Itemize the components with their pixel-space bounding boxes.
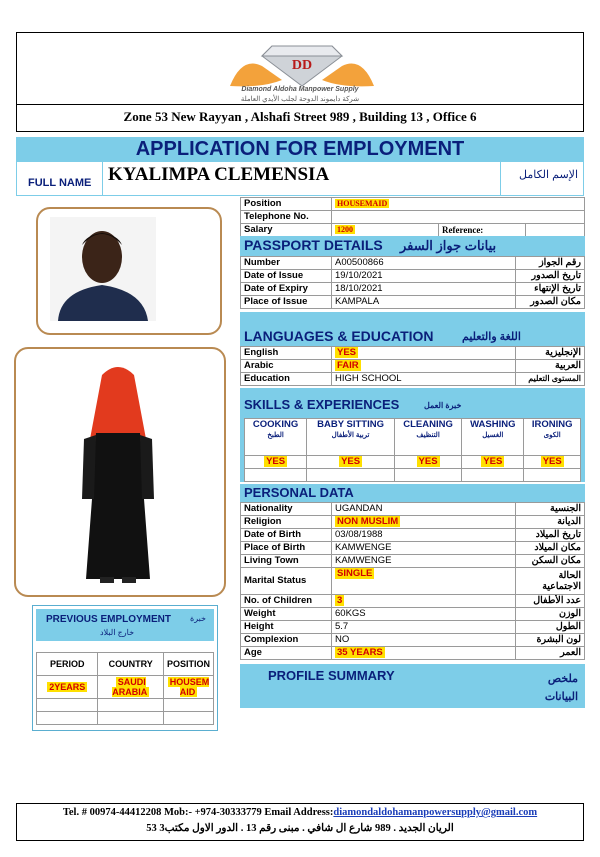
issue-date-label-ar: تاريخ الصدور [516,270,585,283]
issue-place-label: Place of Issue [241,296,332,309]
full-name-value: KYALIMPA CLEMENSIA [108,164,330,185]
profile-summary-title-ar: ملخص البيانات [544,673,578,703]
languages-title-ar: اللغة والتعليم [462,331,521,343]
company-name-en: Diamond Aldoha Manpower Supply [241,86,359,93]
page-title: APPLICATION FOR EMPLOYMENT [135,138,465,160]
skill-washing: WASHING الغسيل [462,419,524,456]
passport-title: PASSPORT DETAILS [244,237,383,253]
children-label: No. of Children [241,595,332,608]
living-town-value: KAMWENGE [332,555,516,568]
issue-place-label-ar: مكان الصدور [516,296,585,309]
issue-date-value: 19/10/2021 [332,270,516,283]
education-label: Education [241,373,332,386]
skill-empty [524,469,581,482]
skill-ironing: IRONING الكوى [524,419,581,456]
marital-status-label-ar: الحالة الاجتماعية [516,568,585,595]
company-address: Zone 53 New Rayyan , Alshafi Street 989 , Building 13 , Office 6 [123,109,477,124]
education-value: HIGH SCHOOL [332,373,516,386]
birth-date-label-ar: تاريخ الميلاد [516,529,585,542]
footer-contact-text: Tel. # 00974-44412208 Mob:- +974-30333779 Email Address: [62,807,334,818]
previous-employment-title: PREVIOUS EMPLOYMENT [46,614,172,625]
passport-table [240,256,585,309]
col-header-period: PERIOD [37,653,98,676]
skills-title-ar: خبرة العمل [424,401,462,410]
salary-label: Salary [241,224,332,237]
nationality-label: Nationality [241,503,332,516]
previous-employment-table [36,652,214,725]
religion-label: Religion [241,516,332,529]
birth-date-value: 03/08/1988 [332,529,516,542]
english-value-cell: YES [332,347,516,360]
telephone-value [332,211,585,224]
skills-title: SKILLS & EXPERIENCES [244,397,400,412]
skill-cleaning-value: YES [394,456,461,469]
children-value-cell: 3 [332,595,516,608]
weight-label-ar: الوزن [516,608,585,621]
full-body-photo [16,349,220,591]
footer-contact [16,807,584,818]
expiry-date-label: Date of Expiry [241,283,332,296]
weight-label: Weight [241,608,332,621]
skill-empty [394,469,461,482]
previous-employment-title-ar-2: خارج البلاد [100,628,135,637]
full-body-photo-frame [14,347,226,597]
table-cell-empty [37,712,98,725]
position-table [240,197,585,237]
birth-place-label-ar: مكان الميلاد [516,542,585,555]
table-cell-position: HOUSEMAID [163,676,213,699]
full-name-label-ar: الإسم الكامل [519,169,578,181]
reference-label: Reference: [439,224,526,237]
skill-baby-sitting-value: YES [307,456,395,469]
skill-cleaning: CLEANING التنظيف [394,419,461,456]
table-cell-period: 2YEARS [37,676,98,699]
footer-address-ar: 53 الريان الجديد . 989 شارع ال شافي . مبنى رقم 13 . الدور الاول مكتب3 [146,823,454,834]
table-cell-empty [37,699,98,712]
skill-empty [307,469,395,482]
expiry-date-label-ar: تاريخ الإنتهاء [516,283,585,296]
table-cell-country: SAUDI ARABIA [98,676,164,699]
age-label-ar: العمر [516,647,585,660]
height-label-ar: الطول [516,621,585,634]
position-label: Position [241,198,332,211]
nationality-value: UGANDAN [332,503,516,516]
height-value: 5.7 [332,621,516,634]
education-label-ar: المستوى التعليم [516,373,585,386]
birth-place-value: KAMWENGE [332,542,516,555]
skill-empty [245,469,307,482]
footer-email-link[interactable]: diamondaldohamanpowersupply@gmail.com [333,807,538,818]
full-name-label: FULL NAME [28,177,92,189]
religion-label-ar: الديانة [516,516,585,529]
complexion-value: NO [332,634,516,647]
marital-status-value-cell: SINGLE [332,568,516,595]
weight-value: 60KGS [332,608,516,621]
nationality-label-ar: الجنسية [516,503,585,516]
english-label: English [241,347,332,360]
table-cell-empty [98,712,164,725]
name-divider-right [500,162,501,196]
personal-title: PERSONAL DATA [244,485,354,500]
living-town-label: Living Town [241,555,332,568]
religion-value-cell: NON MUSLIM [332,516,516,529]
issue-place-value: KAMPALA [332,296,516,309]
english-label-ar: الإنجليزية [516,347,585,360]
profile-summary-title: PROFILE SUMMARY [268,668,395,683]
company-name-ar: شركة دايموند الدوحة لجلب الأيدي العاملة [240,96,360,103]
portrait-photo-frame [36,207,222,335]
passport-number-label: Number [241,257,332,270]
arabic-label-ar: العربية [516,360,585,373]
issue-date-label: Date of Issue [241,270,332,283]
previous-employment-title-ar-1: خبرة [190,614,206,623]
expiry-date-value: 18/10/2021 [332,283,516,296]
telephone-label: Telephone No. [241,211,332,224]
reference-value [526,224,585,237]
col-header-position: POSITION [163,653,213,676]
children-label-ar: عدد الأطفال [516,595,585,608]
skills-table [244,418,581,482]
age-value-cell: 35 YEARS [332,647,516,660]
age-label: Age [241,647,332,660]
skill-ironing-value: YES [524,456,581,469]
living-town-label-ar: مكان السكن [516,555,585,568]
marital-status-label: Marital Status [241,568,332,595]
languages-table [240,346,585,386]
name-divider [102,162,103,196]
passport-title-ar: بيانات جواز السفر [400,238,497,253]
languages-title: LANGUAGES & EDUCATION [244,328,434,344]
birth-date-label: Date of Birth [241,529,332,542]
skill-empty [462,469,524,482]
svg-text:DD: DD [291,58,313,73]
height-label: Height [241,621,332,634]
skill-cooking-value: YES [245,456,307,469]
arabic-value-cell: FAIR [332,360,516,373]
skill-baby-sitting: BABY SITTING تربية الأطفال [307,419,395,456]
complexion-label: Complexion [241,634,332,647]
salary-value-cell: 1200 [332,224,439,237]
passport-number-label-ar: رقم الجواز [516,257,585,270]
passport-spacer [240,312,585,326]
skill-cooking: COOKING الطبخ [245,419,307,456]
passport-number-value: A00500866 [332,257,516,270]
personal-table [240,502,585,660]
skill-washing-value: YES [462,456,524,469]
position-value-cell: HOUSEMAID [332,198,585,211]
complexion-label-ar: لون البشرة [516,634,585,647]
arabic-label: Arabic [241,360,332,373]
table-cell-empty [98,699,164,712]
table-cell-empty [163,712,213,725]
birth-place-label: Place of Birth [241,542,332,555]
portrait-photo [38,209,216,329]
col-header-country: COUNTRY [98,653,164,676]
table-cell-empty [163,699,213,712]
